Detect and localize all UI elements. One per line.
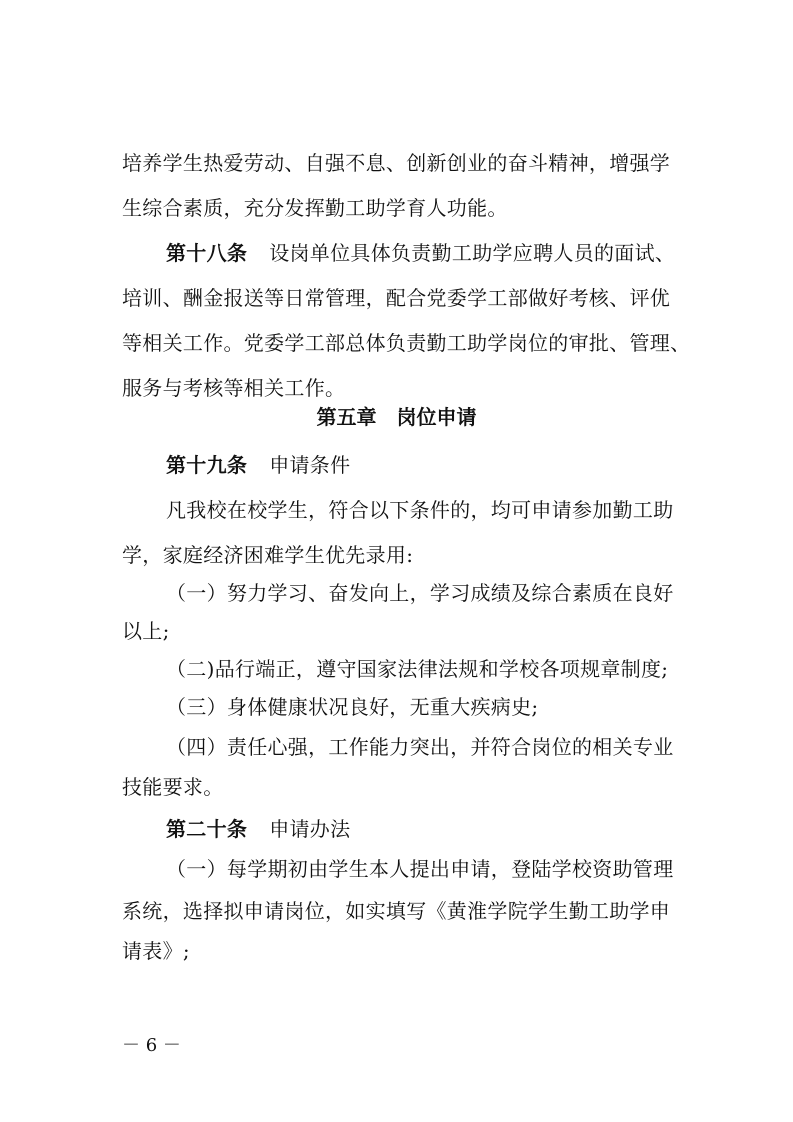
condition-item: （三）身体健康状况良好，无重大疾病史;: [166, 695, 539, 719]
article-19-line: [166, 452, 350, 478]
paragraph-line: 服务与考核等相关工作。: [122, 376, 346, 400]
paragraph-line: 培养学生热爱劳动、自强不息、创新创业的奋斗精神，增强学: [122, 151, 671, 175]
paragraph-line: 系统，选择拟申请岗位，如实填写《黄淮学院学生勤工助学申: [122, 899, 671, 923]
paragraph-line: 以上;: [122, 619, 170, 643]
paragraph-line: 培训、酬金报送等日常管理，配合党委学工部做好考核、评优: [122, 286, 671, 310]
paragraph-line: 凡我校在校学生，符合以下条件的，均可申请参加勤工助: [166, 498, 674, 522]
article-19-title: 第十九条: [166, 453, 248, 477]
paragraph-line: 学，家庭经济困难学生优先录用:: [122, 543, 414, 567]
paragraph-line: 等相关工作。党委学工部总体负责勤工助学岗位的审批、管理、: [122, 331, 691, 355]
paragraph-line: 请表》;: [122, 939, 190, 963]
page-number: － 6 －: [122, 1035, 181, 1056]
article-18-text: 设岗单位具体负责勤工助学应聘人员的面试、: [269, 241, 676, 265]
article-20-title: 第二十条: [166, 817, 248, 841]
paragraph-line: 生综合素质，充分发挥勤工助学育人功能。: [122, 196, 508, 220]
article-19-subtitle: 申请条件: [269, 453, 351, 477]
article-20-line: [166, 816, 350, 842]
procedure-item: （一）每学期初由学生本人提出申请，登陆学校资助管理: [166, 857, 674, 881]
chapter-heading: 第五章 岗位申请: [316, 405, 477, 429]
condition-item: （四）责任心强，工作能力突出，并符合岗位的相关专业: [166, 735, 674, 759]
condition-item: （二)品行端正，遵守国家法律法规和学校各项规章制度;: [166, 657, 669, 681]
article-20-subtitle: 申请办法: [269, 817, 351, 841]
article-18-title: 第十八条: [166, 241, 248, 265]
paragraph-line: 技能要求。: [122, 775, 224, 799]
condition-item: （一）努力学习、奋发向上，学习成绩及综合素质在良好: [166, 581, 674, 605]
article-18-line: [166, 240, 675, 266]
